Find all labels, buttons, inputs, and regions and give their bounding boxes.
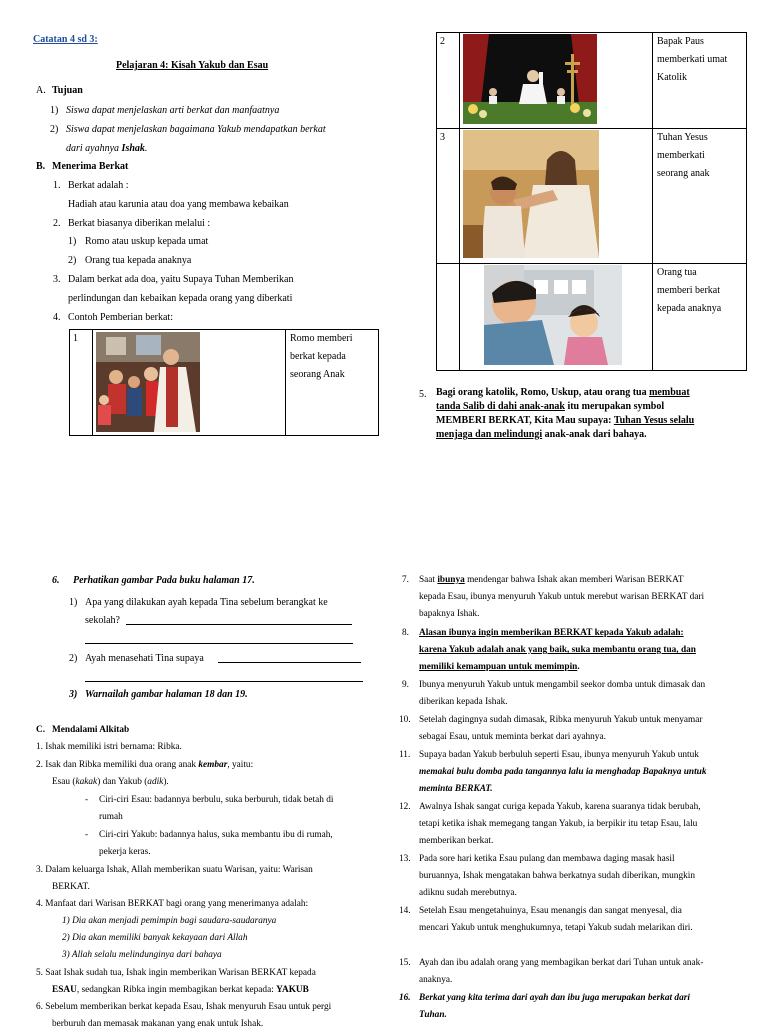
row-3-caption-line-3: seorang anak (657, 168, 710, 179)
blessing-table-row-1 (69, 329, 379, 436)
row-1-caption-line-3: seorang Anak (290, 369, 345, 380)
objective-1-num: 1) (50, 105, 59, 116)
p9-num: 9. (402, 680, 409, 690)
b-item-4-num: 4. (53, 312, 61, 323)
p8-line-2: karena Yakub adalah anak yang baik, suka membantu orang tua, dan (419, 645, 696, 655)
answer-line-4 (85, 681, 363, 682)
pope-blessing-image (463, 34, 597, 124)
row-1-num: 1 (73, 333, 78, 344)
esau-traits-cont: rumah (99, 812, 123, 822)
p13-num: 13. (399, 854, 411, 864)
p15-line-1: Ayah dan ibu adalah orang yang membagikan berkat dari Tuhan untuk anak- (419, 958, 704, 968)
p13-line-3: adiknu sudah merebutnya. (419, 888, 517, 898)
c-line-6: 5. Saat Ishak sudah tua, Ishak ingin memberikan Warisan BERKAT kepada (36, 968, 316, 978)
q3-num: 3) (69, 689, 78, 700)
answer-line-2 (85, 643, 353, 644)
objective-2-cont: dari ayahnya Ishak. (66, 143, 148, 154)
p15-num: 15. (399, 958, 411, 968)
q1-text-cont: sekolah? (85, 615, 120, 626)
row-1-caption-line-2: berkat kepada (290, 351, 346, 362)
row-3-caption-line-1: Tuhan Yesus (657, 132, 708, 143)
p14-line-1: Setelah Esau mengetahuinya, Esau menangis dan sangat menyesal, dia (419, 906, 682, 916)
q2-num: 2) (69, 653, 78, 664)
row-2-caption-line-2: memberkati umat (657, 54, 728, 65)
p9-line-1: Ibunya menyuruh Yakub untuk mengambil seekor domba untuk dimasak dan (419, 680, 706, 690)
b-item-3: Dalam berkat ada doa, yaitu Supaya Tuhan Memberikan (68, 274, 294, 285)
c-line-4-cont: BERKAT. (52, 882, 90, 892)
b-sub-1-num: 1) (68, 236, 77, 247)
p10-line-1: Setelah dagingnya sudah dimasak, Ribka menyuruh Yakub untuk menyamar (419, 715, 703, 725)
p7-num: 7. (402, 575, 409, 585)
point-6-num: 6. (52, 575, 60, 586)
row-3-num: 3 (440, 132, 445, 143)
objective-2: Siswa dapat menjelaskan bagaimana Yakub mendapatkan berkat (66, 124, 326, 135)
answer-line-1 (126, 624, 352, 625)
p16-line-1: Berkat yang kita terima dari ayah dan ibu juga merupakan berkat dari (419, 993, 690, 1003)
b-sub-1: Romo atau uskup kepada umat (85, 236, 209, 247)
p8-line-1: Alasan ibunya ingin memberikan BERKAT kepada Yakub adalah: (419, 628, 684, 638)
q3-text: Warnailah gambar halaman 18 dan 19. (85, 689, 248, 700)
p8-num: 8. (402, 628, 409, 638)
p8-line-3: memiliki kemampuan untuk memimpin. (419, 662, 580, 672)
row-4-num (437, 267, 440, 278)
lesson-title: Pelajaran 4: Kisah Yakub dan Esau (116, 60, 269, 71)
yakub-traits-cont: pekerja keras. (99, 847, 151, 857)
c-line-7-cont: berburuh dan memasak makanan yang enak untuk Ishak. (52, 1019, 264, 1029)
jesus-blessing-child-image (463, 130, 599, 258)
row-1-caption-line-1: Romo memberi (290, 333, 353, 344)
p14-line-2: mencari Yakub untuk menghukumnya, tetapi Yakub sudah melarikan diri. (419, 923, 693, 933)
p7-line-3: bapaknya Ishak. (419, 609, 480, 619)
esau-traits: - Ciri-ciri Esau: badannya berbulu, suka berburuh, tidak betah di (99, 792, 333, 809)
c-line-3: Esau (kakak) dan Yakub (adik). (52, 777, 169, 787)
c-line-5: 4. Manfaat dari Warisan BERKAT bagi orang yang menerimanya adalah: (36, 899, 309, 909)
p10-num: 10. (399, 715, 411, 725)
row-2-caption-line-1: Bapak Paus (657, 36, 704, 47)
benefit-1: 1) Dia akan menjadi pemimpin bagi saudara-saudaranya (62, 916, 277, 926)
p13-line-2: buruannya, Ishak mengatakan bahwa berkatnya sudah diberikan, mungkin (419, 871, 695, 881)
benefit-2: 2) Dia akan memiliki banyak kekayaan dari Allah (62, 933, 248, 943)
point-5-num: 5. (419, 389, 427, 400)
p16-line-2: Tuhan. (419, 1010, 447, 1020)
note-heading: Catatan 4 sd 3: (33, 34, 98, 45)
p12-line-2: tetapi ketika ishak memegang tangan Yakub, ia berpikir itu tetap Esau, lalu (419, 819, 698, 829)
p7-line-1: Saat ibunya mendengar bahwa Ishak akan memberi Warisan BERKAT (419, 575, 684, 585)
point-5-text: Bagi orang katolik, Romo, Uskup, atau orang tua membuat tanda Salib di dahi anak-anak itu merupakan symbol MEMBERI BERKAT, Kita Mau supaya: Tuhan Yesus selalu menjaga dan melindungi anak-anak dari bahaya. (436, 387, 695, 440)
b-sub-2-num: 2) (68, 255, 77, 266)
objective-2-num: 2) (50, 124, 59, 135)
p9-line-2: diberikan kepada Ishak. (419, 697, 508, 707)
c-line-6-cont: ESAU, sedangkan Ribka ingin membagikan berkat kepada: YAKUB (52, 985, 309, 995)
p12-num: 12. (399, 802, 411, 812)
p16-num: 16. (399, 993, 411, 1003)
row-4-caption-line-1: Orang tua (657, 267, 697, 278)
blessing-table-right (436, 32, 747, 371)
b-item-4: Contoh Pemberian berkat: (68, 312, 173, 323)
row-4-caption-line-2: memberi berkat (657, 285, 721, 296)
section-a-label: A. (36, 85, 46, 96)
p11-num: 11. (399, 750, 411, 760)
c-line-4: 3. Dalam keluarga Ishak, Allah memberikan suatu Warisan, yaitu: Warisan (36, 865, 313, 875)
section-b-label: B. (36, 161, 46, 172)
c-line-1: 1. Ishak memiliki istri bernama: Ribka. (36, 742, 182, 752)
c-line-2: 2. Isak dan Ribka memiliki dua orang anak kembar, yaitu: (36, 760, 254, 770)
yakub-traits: - Ciri-ciri Yakub: badannya halus, suka membantu ibu di rumah, (99, 827, 333, 844)
p11-line-3: meminta BERKAT. (419, 784, 493, 794)
p13-line-1: Pada sore hari ketika Esau pulang dan membawa daging masak hasil (419, 854, 675, 864)
row-2-num: 2 (440, 36, 445, 47)
row-3-caption-line-2: memberkati (657, 150, 705, 161)
p12-line-1: Awalnya Ishak sangat curiga kepada Yakub, karena suaranya tidak berubah, (419, 802, 701, 812)
b-item-1-num: 1. (53, 180, 61, 191)
point-6-title: Perhatikan gambar Pada buku halaman 17. (73, 575, 255, 586)
answer-line-3 (218, 662, 361, 663)
section-a-title: Tujuan (52, 85, 83, 96)
benefit-3: 3) Allah selalu melindunginya dari bahaya (62, 950, 222, 960)
p11-line-1: Supaya badan Yakub berbuluh seperti Esau, ibunya menyuruh Yakub untuk (419, 750, 699, 760)
priest-blessing-child-image (96, 332, 200, 432)
section-c-title: Mendalami Alkitab (52, 725, 130, 735)
section-c-label: C. (36, 725, 46, 735)
b-item-1-def: Hadiah atau karunia atau doa yang membawa kebaikan (68, 199, 289, 210)
b-item-3-cont: perlindungan dan kebaikan kepada orang yang diberkati (68, 293, 293, 304)
b-item-1: Berkat adalah : (68, 180, 129, 191)
row-4-caption-line-3: kepada anaknya (657, 303, 722, 314)
p10-line-2: sebagai Esau, untuk meminta berkat dari ayahnya. (419, 732, 606, 742)
q2-text: Ayah menasehati Tina supaya (85, 653, 204, 664)
p14-num: 14. (399, 906, 411, 916)
q1-num: 1) (69, 597, 78, 608)
b-item-2-num: 2. (53, 218, 61, 229)
parent-blessing-child-image (484, 265, 622, 365)
p12-line-3: memberikan berkat. (419, 836, 494, 846)
q1-text: Apa yang dilakukan ayah kepada Tina sebelum berangkat ke (85, 597, 328, 608)
p7-line-2: kepada Esau, ibunya menyuruh Yakub untuk merebut warisan BERKAT dari (419, 592, 705, 602)
b-item-3-num: 3. (53, 274, 61, 285)
p15-line-2: anaknya. (419, 975, 453, 985)
section-b-title: Menerima Berkat (52, 161, 129, 172)
objective-1: Siswa dapat menjelaskan arti berkat dan manfaatnya (66, 105, 280, 116)
row-2-caption-line-3: Katolik (657, 72, 687, 83)
c-line-7: 6. Sebelum memberikan berkat kepada Esau, Ishak menyuruh Esau untuk pergi (36, 1002, 332, 1012)
p11-line-2: memakai bulu domba pada tangannya lalu ia menghadap Bapaknya untuk (419, 767, 707, 777)
b-sub-2: Orang tua kepada anaknya (85, 255, 192, 266)
b-item-2: Berkat biasanya diberikan melalui : (68, 218, 211, 229)
